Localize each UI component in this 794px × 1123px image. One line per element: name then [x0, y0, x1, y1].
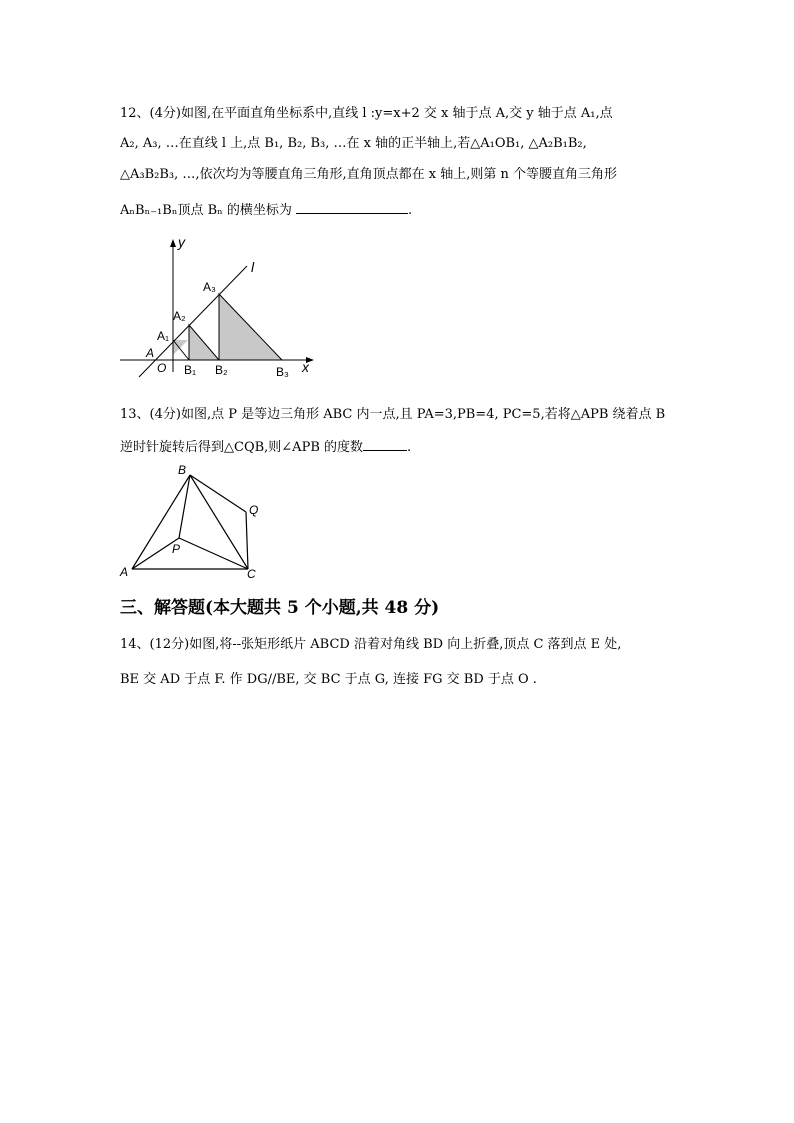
- q12-line-2: A₂, A₃, …在直线 l 上,点 B₁, B₂, B₃, …在 x 轴的正半轴上,若△A₁OB₁, △A₂B₁B₂,: [120, 136, 587, 151]
- q12-label-A2: A₂: [173, 309, 186, 323]
- q12-label-B1: B₁: [184, 363, 197, 377]
- q12-label-O: O: [157, 361, 167, 375]
- q12-figure: [112, 230, 322, 380]
- q13-line-1: 13、(4分)如图,点 P 是等边三角形 ABC 内一点,且 PA=3,PB=4, PC=5,若将△APB 绕着点 B: [120, 407, 666, 422]
- q12-answer-blank: [296, 203, 408, 214]
- q13-line-2-text: 逆时针旋转后得到△CQB,则∠APB 的度数: [120, 440, 364, 455]
- q12-line-1: 12、(4分)如图,在平面直角坐标系中,直线 l :y=x+2 交 x 轴于点 A,交 y 轴于点 A₁,点: [120, 106, 613, 121]
- q14-line-1: 14、(12分)如图,将--张矩形纸片 ABCD 沿着对角线 BD 向上折叠,顶点 C 落到点 E 处,: [120, 637, 622, 652]
- q13-line-2-end: .: [407, 440, 412, 455]
- q12-label-y: y: [178, 234, 185, 250]
- q12-label-A: A: [146, 346, 155, 360]
- q12-line-4-text: AₙBₙ₋₁Bₙ顶点 Bₙ 的横坐标为: [120, 203, 292, 218]
- q14-line-2: BE 交 AD 于点 F. 作 DG//BE, 交 BC 于点 G, 连接 FG 交 BD 于点 O .: [120, 672, 537, 687]
- q13-label-A: A: [120, 565, 129, 579]
- q12-label-x: x: [302, 359, 309, 375]
- q12-triangle-3: [219, 294, 282, 360]
- q12-label-A3: A₃: [203, 280, 216, 294]
- q13-figure: [112, 460, 272, 585]
- q12-line-4-end: .: [408, 203, 413, 218]
- q13-edge-QC: [246, 512, 248, 569]
- q13-line-2: [120, 440, 680, 456]
- q12-label-B2: B₂: [215, 363, 228, 377]
- q12-label-A1: A₁: [157, 329, 170, 343]
- q12-y-arrow: [170, 239, 176, 247]
- q13-edge-BQ: [190, 475, 246, 512]
- q13-label-Q: Q: [249, 503, 259, 517]
- q13-label-C: C: [247, 567, 256, 581]
- q13-label-P: P: [172, 542, 181, 556]
- q12-line-4: [120, 203, 680, 219]
- q13-answer-blank: [363, 440, 407, 451]
- q12-label-l: l: [251, 259, 255, 275]
- q12-line-3: △A₃B₂B₃, …,依次均为等腰直角三角形,直角顶点都在 x 轴上,则第 n 个等腰直角三角形: [120, 167, 618, 182]
- q13-label-B: B: [178, 463, 187, 477]
- q12-label-B3: B₃: [276, 365, 289, 379]
- q12-triangle-2: [189, 325, 219, 360]
- q13-edge-BC: [190, 475, 248, 569]
- q13-edge-PC: [179, 538, 248, 569]
- section-3-heading: 三、解答题(本大题共 5 个小题,共 48 分): [120, 598, 440, 618]
